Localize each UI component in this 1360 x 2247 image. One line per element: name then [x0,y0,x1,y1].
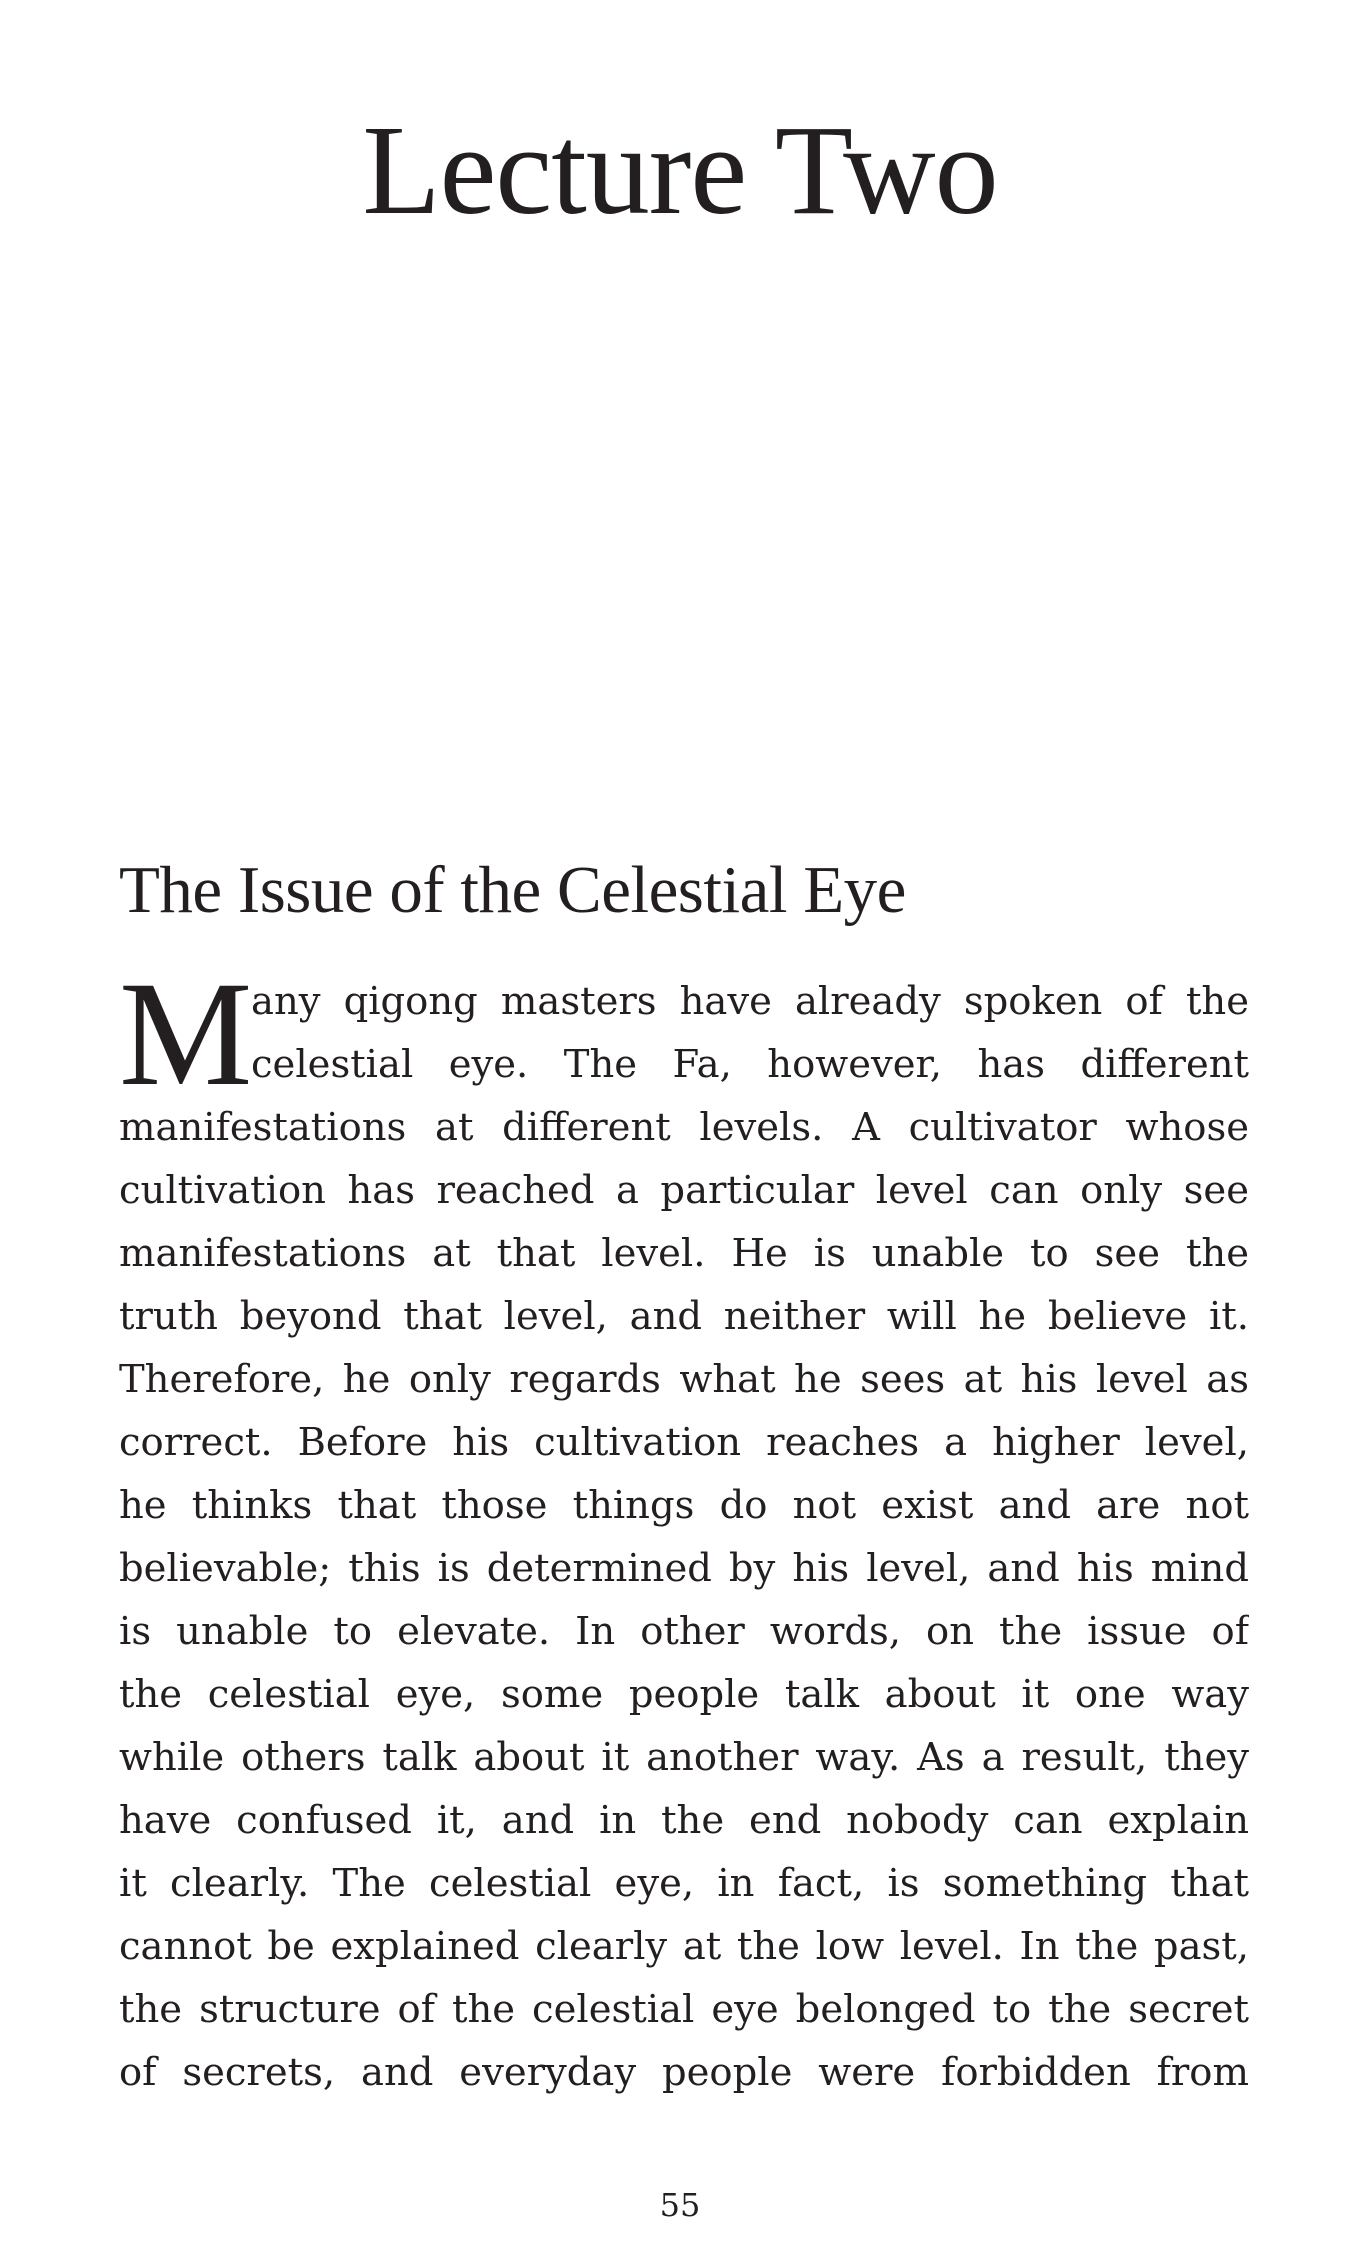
text-line: the structure of the celestial eye belonged to the secret [119,1987,1249,2032]
drop-cap: M [119,951,253,1117]
text-line: manifestations at different levels. A cultivator whose [119,1105,1249,1150]
text-line: Therefore, he only regards what he sees at his level as [119,1357,1249,1402]
text-line: any qigong masters have already spoken of the [251,979,1249,1024]
section-heading: The Issue of the Celestial Eye [119,853,906,927]
text-line: cannot be explained clearly at the low level. In the past, [119,1924,1249,1969]
body-text [119,951,1249,2104]
text-line: while others talk about it another way. As a result, they [119,1735,1249,1780]
text-line: the celestial eye, some people talk about it one way [119,1672,1249,1717]
text-line: celestial eye. The Fa, however, has different [251,1042,1249,1087]
text-line: it clearly. The celestial eye, in fact, is something that [119,1861,1249,1906]
text-line: is unable to elevate. In other words, on the issue of [119,1609,1249,1654]
text-line: he thinks that those things do not exist and are not [119,1483,1249,1528]
page-title: Lecture Two [362,99,998,241]
text-line: believable; this is determined by his level, and his mind [119,1546,1249,1591]
text-line: cultivation has reached a particular level can only see [119,1168,1249,1213]
text-line: of secrets, and everyday people were forbidden from [119,2050,1249,2095]
page-number: 55 [659,2186,701,2224]
text-line: manifestations at that level. He is unable to see the [119,1231,1249,1276]
text-line: have confused it, and in the end nobody can explain [119,1798,1249,1843]
text-line: correct. Before his cultivation reaches a higher level, [119,1420,1249,1465]
text-line: truth beyond that level, and neither will he believe it. [119,1294,1249,1339]
